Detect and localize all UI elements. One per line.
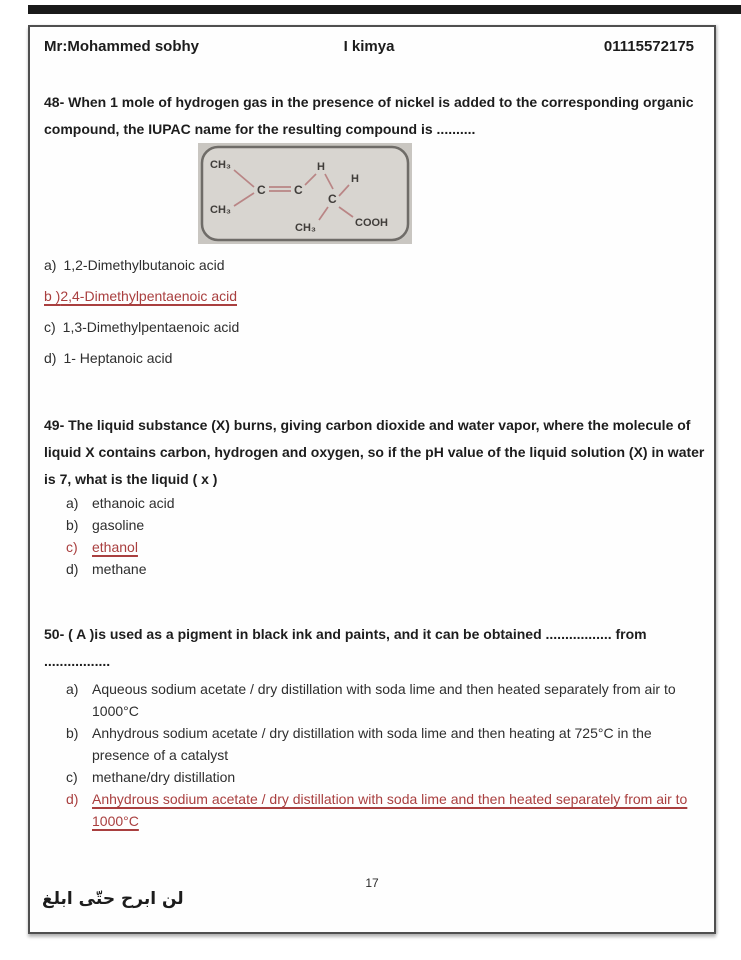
atom-ch3-middle: CH₃ — [295, 222, 316, 234]
option-48-a — [44, 256, 239, 275]
option-49-a — [66, 492, 175, 514]
option-50-d-correct — [66, 788, 704, 832]
teacher-name: Mr:Mohammed sobhy — [44, 38, 200, 55]
page-number: 17 — [365, 876, 379, 890]
page-header — [44, 38, 694, 55]
scan-artifact-bar — [28, 5, 741, 14]
subject-title: I kimya — [343, 38, 395, 55]
page-border-frame — [28, 25, 716, 934]
question-48-options — [44, 256, 239, 380]
option-label: b) — [66, 725, 79, 741]
phone-number: 01115572175 — [603, 38, 695, 55]
option-50-b — [66, 722, 704, 766]
option-text: Anhydrous sodium acetate / dry distillation with soda lime and then heating at 725°C in the presence of a catalyst — [92, 725, 652, 763]
option-text: 1- Heptanoic acid — [63, 350, 173, 366]
question-50-options — [66, 678, 704, 832]
option-text: Anhydrous sodium acetate / dry distillation with soda lime and then heated separately from air to 1000°C — [92, 791, 688, 829]
molecule-structure-drawing — [198, 143, 412, 244]
option-49-c-correct — [66, 536, 175, 558]
option-label: d) — [66, 791, 79, 807]
option-48-d — [44, 349, 239, 368]
option-text: ethanol — [92, 539, 138, 555]
option-label: d) — [66, 561, 79, 577]
atom-c3: C — [328, 192, 337, 206]
option-49-d — [66, 558, 175, 580]
question-50-line2: ................. — [44, 653, 111, 669]
option-text: Aqueous sodium acetate / dry distillation with soda lime and then heated separately from air to 1000°C — [92, 681, 676, 719]
atom-h1: H — [317, 161, 325, 173]
option-text: 1,3-Dimethylpentaenoic acid — [62, 319, 240, 335]
option-label: b ) — [44, 288, 61, 304]
atom-ch3-top-left: CH₃ — [210, 159, 231, 171]
option-text: methane — [92, 561, 147, 577]
question-50-text — [44, 621, 710, 675]
option-label: a) — [66, 681, 79, 697]
arabic-note: لن ابرح حتّى ابلغ — [42, 889, 184, 909]
atom-h2: H — [351, 173, 359, 185]
atom-c1: C — [257, 183, 266, 197]
atom-ch3-bottom-left: CH₃ — [210, 204, 231, 216]
option-label: b) — [66, 517, 79, 533]
option-label: a) — [66, 495, 79, 511]
question-49-options — [66, 492, 175, 580]
group-cooh: COOH — [355, 217, 388, 229]
option-label: c) — [66, 539, 78, 555]
question-49-text: 49- The liquid substance (X) burns, giving carbon dioxide and water vapor, where the molecule of liquid X contains carbon, hydrogen and oxygen, so if the pH value of the liquid solution (X) in water is 7, what is the liquid ( x ) — [44, 417, 705, 487]
option-text: ethanoic acid — [92, 495, 175, 511]
atom-c2: C — [294, 183, 303, 197]
question-48-text: 48- When 1 mole of hydrogen gas in the presence of nickel is added to the corresponding organic compound, the IUPAC name for the resulting compound is .......... — [44, 94, 694, 137]
option-50-c — [66, 766, 704, 788]
option-label: c) — [44, 319, 56, 335]
option-48-c — [44, 318, 239, 337]
molecule-structure-image — [198, 143, 412, 244]
option-48-b-correct — [44, 287, 239, 306]
option-label: c) — [66, 769, 78, 785]
question-50-line1: 50- ( A )is used as a pigment in black ink and paints, and it can be obtained ................. from — [44, 626, 647, 642]
option-text: methane/dry distillation — [92, 769, 236, 785]
option-50-a — [66, 678, 704, 722]
option-text: 1,2-Dimethylbutanoic acid — [63, 257, 225, 273]
option-text: 2,4-Dimethylpentaenoic acid — [60, 288, 237, 304]
option-label: d) — [44, 350, 57, 366]
option-49-b — [66, 514, 175, 536]
option-label: a) — [44, 257, 57, 273]
option-text: gasoline — [92, 517, 145, 533]
